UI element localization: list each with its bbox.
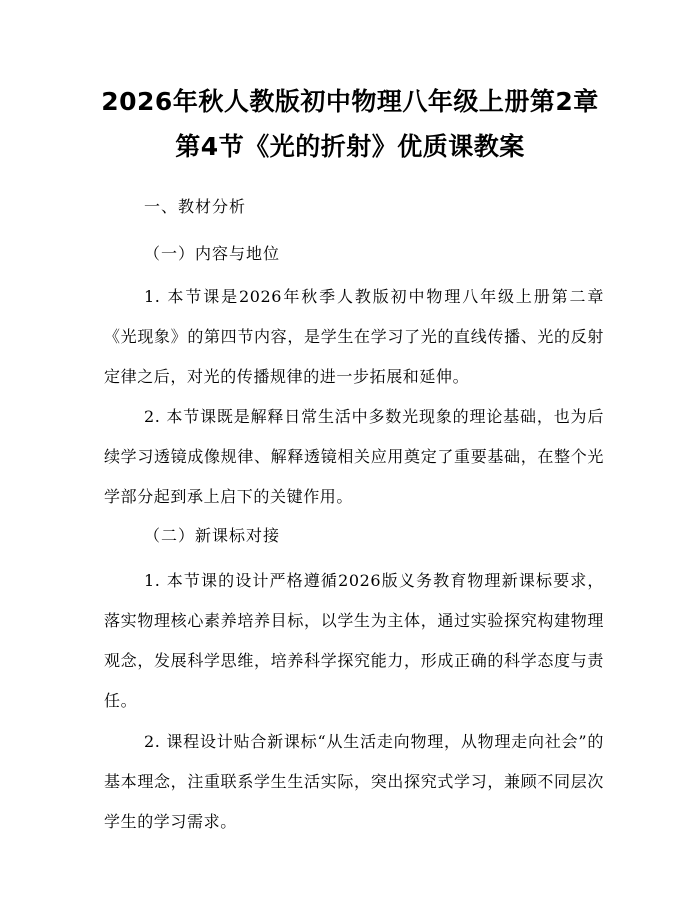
paragraph-content-1: 1. 本节课是2026年秋季人教版初中物理八年级上册第二章《光现象》的第四节内容，是学生在学习了光的直线传播、光的反射定律之后，对光的传播规律的进一步拓展和延伸。 (104, 287, 604, 386)
document-title-line-1: 2026年秋人教版初中物理八年级上册第2章 (101, 87, 599, 116)
section-heading-textbook-analysis: 一、教材分析 (144, 197, 247, 216)
paragraph-content-2: 2. 本节课既是解释日常生活中多数光现象的理论基础，也为后续学习透镜成像规律、解释透镜相关应用奠定了重要基础，在整个光学部分起到承上启下的关键作用。 (104, 407, 604, 506)
subsection-heading-curriculum-standard: （二）新课标对接 (144, 526, 281, 545)
paragraph-standard-2: 2. 课程设计贴合新课标“从生活走向物理，从物理走向社会”的基本理念，注重联系学生生活实际，突出探究式学习，兼顾不同层次学生的学习需求。 (104, 732, 604, 831)
subsection-heading-content-position: （一）内容与地位 (144, 244, 281, 263)
paragraph-standard-1: 1. 本节课的设计严格遵循2026版义务教育物理新课标要求，落实物理核心素养培养目标，以学生为主体，通过实验探究构建物理观念，发展科学思维，培养科学探究能力，形成正确的科学态度与责任。 (104, 571, 604, 710)
document-title-line-2: 第4节《光的折射》优质课教案 (175, 132, 525, 161)
